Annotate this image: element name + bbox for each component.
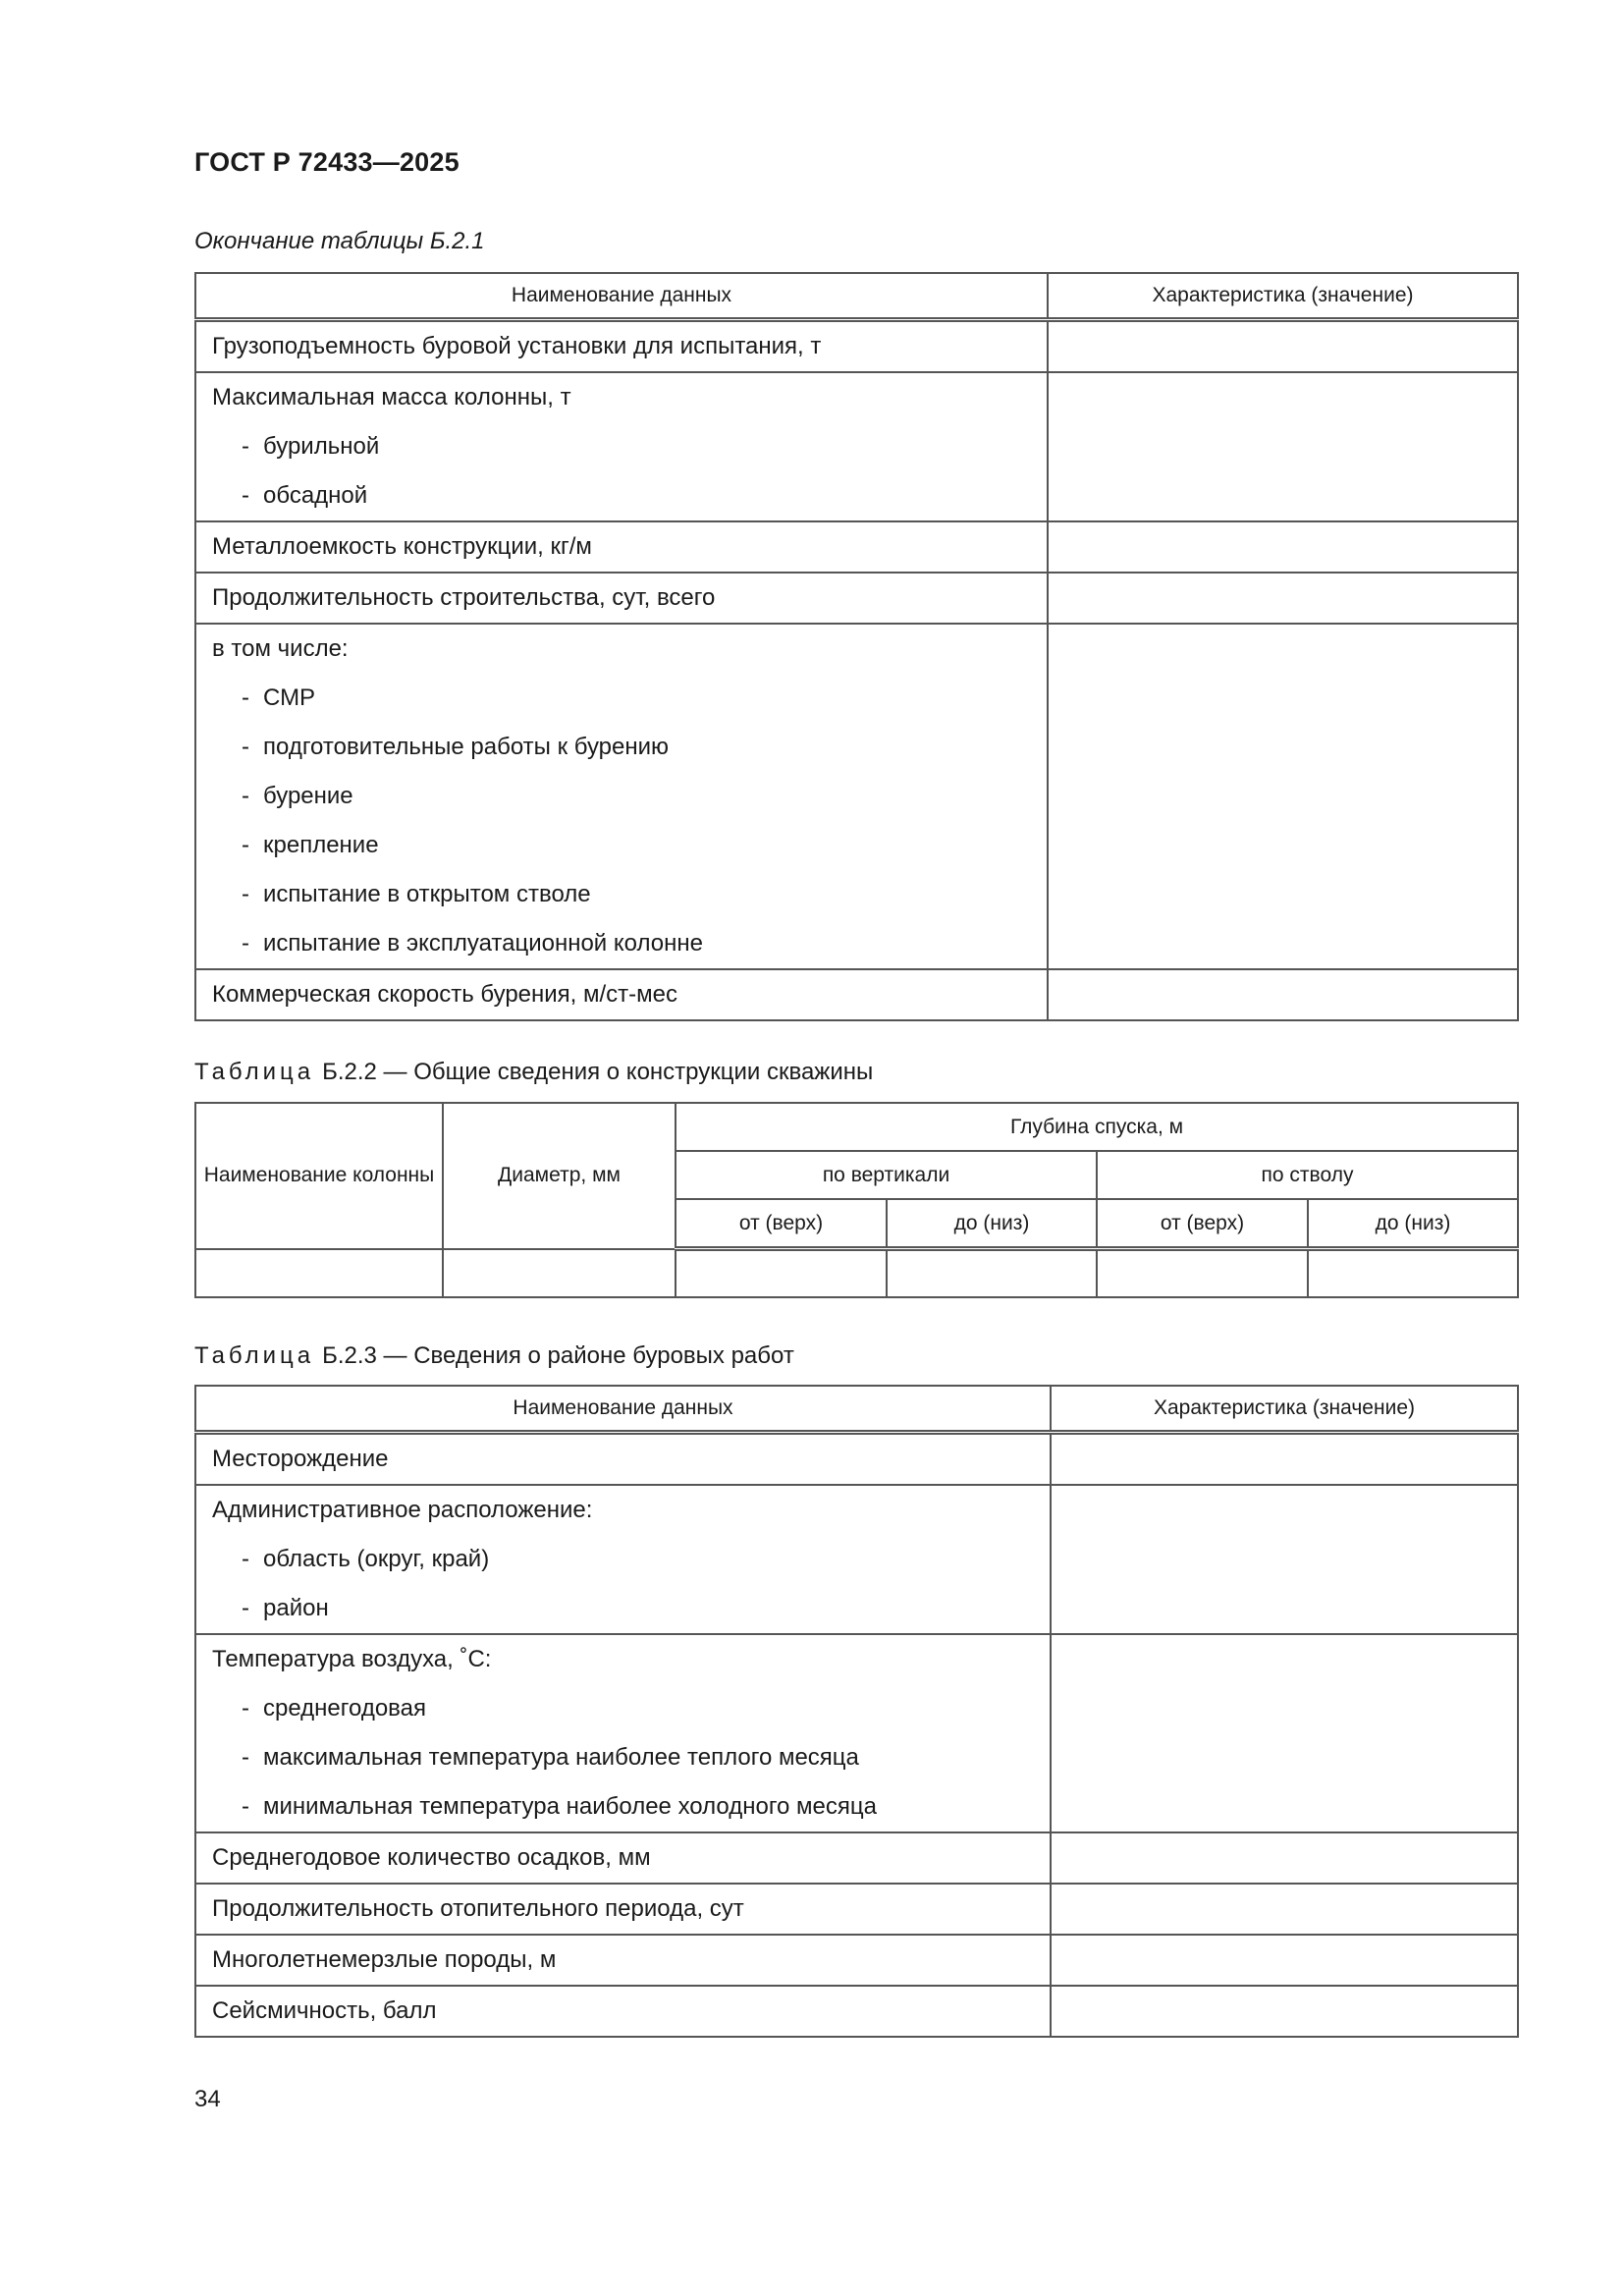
- column-header-diameter: Диаметр, мм: [443, 1103, 676, 1249]
- empty-cell: [887, 1249, 1097, 1298]
- empty-cell: [443, 1249, 676, 1298]
- column-header-stvol-from: от (верх): [1097, 1199, 1308, 1249]
- row-sub-item: - крепление: [212, 821, 1047, 870]
- row-title: Продолжительность отопительного периода, сут: [212, 1895, 744, 1922]
- data-name-cell: [195, 969, 1048, 1020]
- row-sub-item: - подготовительные работы к бурению: [212, 723, 1047, 772]
- table-row: [195, 521, 1518, 573]
- table-row: [195, 320, 1518, 373]
- data-name-cell: [195, 521, 1048, 573]
- table-row: [195, 573, 1518, 624]
- data-name-cell: [195, 573, 1048, 624]
- value-cell: [1048, 372, 1518, 521]
- row-title: Среднегодовое количество осадков, мм: [212, 1844, 651, 1871]
- data-name-cell: [195, 1986, 1051, 2037]
- table-row: [195, 1634, 1518, 1832]
- row-title: Коммерческая скорость бурения, м/ст-мес: [212, 981, 677, 1008]
- value-cell: [1048, 320, 1518, 373]
- value-cell: [1051, 1986, 1518, 2037]
- empty-cell: [1308, 1249, 1518, 1298]
- data-name-cell: [195, 1634, 1051, 1832]
- empty-cell: [195, 1249, 443, 1298]
- row-title: Температура воздуха, ˚С:: [212, 1646, 492, 1672]
- data-name-cell: [195, 1935, 1051, 1986]
- row-sub-item: - бурильной: [212, 422, 1047, 471]
- row-sub-item: - бурение: [212, 772, 1047, 821]
- empty-cell: [676, 1249, 887, 1298]
- data-name-cell: [195, 1433, 1051, 1486]
- value-cell: [1051, 1433, 1518, 1486]
- column-header-name: Наименование данных: [195, 1386, 1051, 1433]
- row-title: Сейсмичность, балл: [212, 1997, 437, 2024]
- column-header-vertical-to: до (низ): [887, 1199, 1097, 1249]
- empty-cell: [1097, 1249, 1308, 1298]
- table-row-empty: [195, 1249, 1518, 1298]
- table-b22: [194, 1102, 1519, 1298]
- row-sub-item: - среднегодовая: [212, 1684, 1050, 1733]
- table-row: [195, 1832, 1518, 1884]
- value-cell: [1051, 1935, 1518, 1986]
- table-row: [195, 624, 1518, 969]
- value-cell: [1051, 1832, 1518, 1884]
- table-b21: [194, 272, 1519, 1021]
- row-title: Металлоемкость конструкции, кг/м: [212, 533, 592, 560]
- table-b23-body: [195, 1433, 1518, 2038]
- data-name-cell: [195, 1884, 1051, 1935]
- table-row: [195, 1433, 1518, 1486]
- table3-caption: [194, 1342, 794, 1370]
- document-header: ГОСТ Р 72433—2025: [194, 147, 460, 177]
- value-cell: [1048, 624, 1518, 969]
- row-sub-item: - максимальная температура наиболее теплого месяца: [212, 1733, 1050, 1782]
- row-sub-item: - испытание в эксплуатационной колонне: [212, 919, 1047, 968]
- table-b23: [194, 1385, 1519, 2038]
- table2-caption-text: Б.2.2 — Общие сведения о конструкции скважины: [322, 1059, 874, 1085]
- data-name-cell: [195, 320, 1048, 373]
- row-sub-item: - обсадной: [212, 471, 1047, 520]
- row-sub-item: - испытание в открытом стволе: [212, 870, 1047, 919]
- table2-caption: [194, 1059, 873, 1086]
- value-cell: [1048, 969, 1518, 1020]
- table2-caption-label: Таблица: [194, 1059, 315, 1085]
- data-name-cell: [195, 624, 1048, 969]
- column-header-value: Характеристика (значение): [1051, 1386, 1518, 1433]
- data-name-cell: [195, 1832, 1051, 1884]
- page-number: 34: [194, 2086, 221, 2112]
- column-header-stvol-to: до (низ): [1308, 1199, 1518, 1249]
- row-title: Административное расположение:: [212, 1497, 593, 1523]
- row-sub-item: - область (округ, край): [212, 1535, 1050, 1584]
- row-title: Месторождение: [212, 1446, 389, 1472]
- value-cell: [1051, 1634, 1518, 1832]
- table-b21-body: [195, 320, 1518, 1021]
- table-row: [195, 1884, 1518, 1935]
- value-cell: [1051, 1884, 1518, 1935]
- row-sub-item: - район: [212, 1584, 1050, 1633]
- table-row: [195, 372, 1518, 521]
- table3-caption-label: Таблица: [194, 1342, 315, 1369]
- column-header-casing-name: Наименование колонны: [195, 1103, 443, 1249]
- table3-caption-text: Б.2.3 — Сведения о районе буровых работ: [322, 1342, 794, 1369]
- row-sub-item: - минимальная температура наиболее холодного месяца: [212, 1782, 1050, 1831]
- row-title: Продолжительность строительства, сут, всего: [212, 584, 716, 611]
- row-title: Грузоподъемность буровой установки для испытания, т: [212, 333, 822, 359]
- column-header-depth: Глубина спуска, м: [676, 1103, 1518, 1151]
- column-header-value: Характеристика (значение): [1048, 273, 1518, 320]
- table1-caption: Окончание таблицы Б.2.1: [194, 228, 485, 254]
- row-sub-item: - СМР: [212, 674, 1047, 723]
- table-row: [195, 1485, 1518, 1634]
- row-title: в том числе:: [212, 635, 349, 662]
- data-name-cell: [195, 1485, 1051, 1634]
- column-header-stvol: по стволу: [1097, 1151, 1518, 1199]
- table-row: [195, 1935, 1518, 1986]
- table-row: [195, 1986, 1518, 2037]
- value-cell: [1048, 573, 1518, 624]
- value-cell: [1048, 521, 1518, 573]
- row-title: Многолетнемерзлые породы, м: [212, 1946, 557, 1973]
- column-header-name: Наименование данных: [195, 273, 1048, 320]
- data-name-cell: [195, 372, 1048, 521]
- value-cell: [1051, 1485, 1518, 1634]
- row-title: Максимальная масса колонны, т: [212, 384, 571, 410]
- table-row: [195, 969, 1518, 1020]
- column-header-vertical: по вертикали: [676, 1151, 1097, 1199]
- column-header-vertical-from: от (верх): [676, 1199, 887, 1249]
